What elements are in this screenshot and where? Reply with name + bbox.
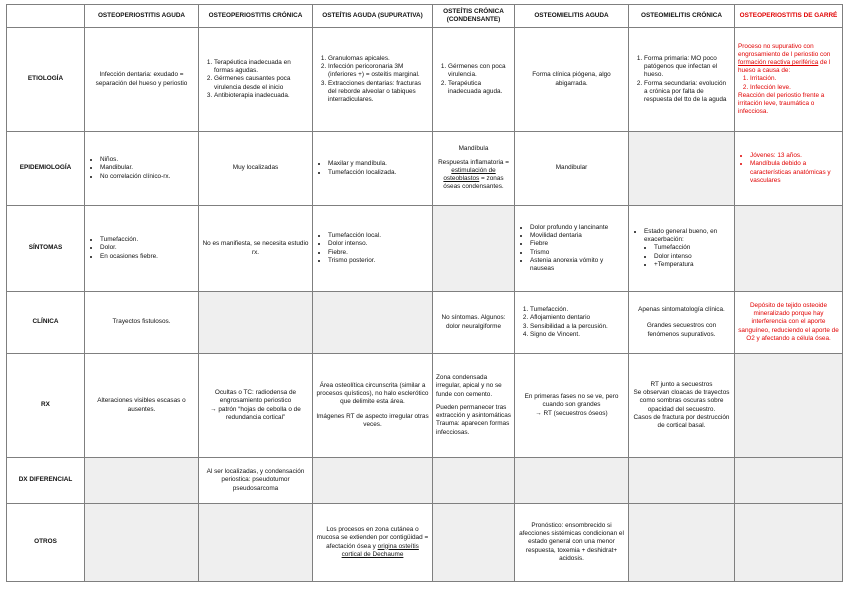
list-item: • Trismo posterior.: [328, 257, 429, 265]
list-item: • Tumefacción local.: [328, 232, 429, 240]
list-item: [644, 228, 731, 269]
list-item: 3. Extracciones dentarias: fracturas del reborde alveolar o tabiques interradiculares.: [328, 80, 429, 105]
comparison-table: [6, 4, 843, 582]
header-osteitis-aguda: OSTEÍTIS AGUDA (SUPURATIVA): [313, 5, 433, 28]
text-line: Zona condensada irregular, apical y no se funde con cemento.: [436, 374, 502, 398]
header-osteomielitis-cronica: OSTEOMIELITIS CRÓNICA: [629, 5, 735, 28]
dx-c5: [515, 458, 629, 504]
rx-c6: [629, 354, 735, 458]
etiologia-c4: [433, 28, 515, 132]
text-line: Apenas sintomatología clínica.: [638, 306, 725, 314]
text-segment: Los procesos en zona cutánea o mucosa se extienden por contigüidad = afectación ósea y: [316, 526, 429, 550]
row-rx: [7, 354, 843, 458]
list-item: • Trismo: [530, 249, 625, 257]
garre-intro: [738, 43, 830, 75]
list-item: • No correlación clínico-rx.: [100, 173, 195, 181]
text-line: Mandíbula: [458, 145, 489, 153]
header-osteoperiostitis-cronica: OSTEOPERIOSTITIS CRÓNICA: [199, 5, 313, 28]
text-segment: Respuesta inflamatoria =: [438, 158, 509, 166]
list-item: • Tumefacción localizada.: [328, 169, 429, 177]
row-label-rx: RX: [7, 354, 85, 458]
row-etiologia: [7, 28, 843, 132]
sintomas-c3: [313, 206, 433, 292]
rx-c1: Alteraciones visibles escasas o ausentes.: [85, 354, 199, 458]
text-line: → patrón “hojas de cebolla o de redundancia cortical”: [210, 405, 301, 421]
row-dx-diferencial: [7, 458, 843, 504]
header-corner: [7, 5, 85, 28]
etiologia-c3: [313, 28, 433, 132]
text-segment: de l hueso a causa de:: [738, 58, 831, 75]
otros-c6: [629, 504, 735, 582]
dx-c2: Al ser localizadas, y condensación periostica: pseudotumor pseudosarcoma: [199, 458, 313, 504]
header-osteomielitis-aguda: OSTEOMIELITIS AGUDA: [515, 5, 629, 28]
row-label-etiologia: ETIOLOGÍA: [7, 28, 85, 132]
rx-c7: [735, 354, 843, 458]
clinica-c6: [629, 292, 735, 354]
list-item: • Dolor intenso: [654, 253, 731, 261]
row-label-clinica: CLÍNICA: [7, 292, 85, 354]
otros-c4: [433, 504, 515, 582]
underlined-text: formación reactiva periférica: [738, 58, 819, 66]
text-line: En primeras fases no se ve, pero cuando son grandes: [524, 393, 619, 409]
rx-c4: [433, 354, 515, 458]
etiologia-c1: Infección dentaria: exudado = separación del hueso y periostio: [85, 28, 199, 132]
list-item: 1. Forma primaria: MO poco patógenos que infectan el hueso.: [644, 55, 731, 80]
rx-c3: [313, 354, 433, 458]
list-item: • Mandíbula debido a características anatómicas y vasculares: [750, 160, 839, 185]
row-otros: [7, 504, 843, 582]
list-item: • Tumefacción.: [100, 236, 195, 244]
list-item: 1. Terapéutica inadecuada en formas agudas.: [214, 59, 309, 75]
list-item: 2. Infección leve.: [750, 84, 839, 92]
clinica-c3: [313, 292, 433, 354]
text-line: Casos de fractura por destrucción de cortical basal.: [633, 413, 730, 429]
rx-c5: [515, 354, 629, 458]
otros-c7: [735, 504, 843, 582]
text-segment: Estado general bueno, en exacerbación:: [644, 227, 718, 244]
underlined-text: osteoblastos: [443, 175, 480, 183]
row-label-sintomas: SÍNTOMAS: [7, 206, 85, 292]
clinica-c2: [199, 292, 313, 354]
list-item: • Dolor profundo y lancinante: [530, 224, 625, 232]
sintomas-c4: [433, 206, 515, 292]
header-osteitis-cronica: OSTEÍTIS CRÓNICA (CONDENSANTE): [433, 5, 515, 28]
sintomas-c7: [735, 206, 843, 292]
header-garre: OSTEOPERIOSTITIS DE GARRÉ: [735, 5, 843, 28]
list-item: • Dolor intenso.: [328, 240, 429, 248]
clinica-c5: [515, 292, 629, 354]
dx-c6: [629, 458, 735, 504]
rx-c2: [199, 354, 313, 458]
list-item: 2. Infección pericoronaria 3M (inferiores +) = osteítis marginal.: [328, 63, 429, 79]
header-row: [7, 5, 843, 28]
list-item: • Dolor.: [100, 244, 195, 252]
list-item: • Movilidad dentaria: [530, 232, 625, 240]
list-item: • Fiebre: [530, 240, 625, 248]
underlined-text: origina osteítis cortical de Dechaume: [341, 542, 419, 558]
list-item: 1. Tumefacción.: [530, 306, 625, 314]
list-item: 1. Irritación.: [750, 75, 839, 83]
epidemiologia-c6: [629, 132, 735, 206]
text-line: Pueden permanecer tras extracción y asintomáticas: [436, 403, 511, 420]
etiologia-c2: [199, 28, 313, 132]
text-segment: = zonas óseas condensantes.: [443, 175, 504, 191]
sintomas-c5: [515, 206, 629, 292]
sintomas-c6: [629, 206, 735, 292]
list-item: 2. Terapéutica inadecuada aguda.: [448, 80, 511, 96]
list-item: 1. Gérmenes con poca virulencia.: [448, 63, 511, 79]
list-item: 2. Forma secundaria: evolución a crónica por falta de respuesta del tto de la aguda: [644, 80, 731, 105]
text-line: Se observan cloacas de trayectos como sombras oscuras sobre opacidad del secuestro.: [633, 389, 730, 413]
text-segment: Proceso no supurativo con engrosamiento de l periostio con: [738, 42, 831, 58]
sintomas-c1: [85, 206, 199, 292]
text-line: → RT (secuestros óseos): [535, 409, 608, 417]
list-item: 3. Antibioterapia inadecuada.: [214, 92, 309, 100]
row-label-epidemiologia: EPIDEMIOLOGÍA: [7, 132, 85, 206]
otros-c1: [85, 504, 199, 582]
row-label-dx: DX DIFERENCIAL: [7, 458, 85, 504]
list-item: 1. Granulomas apicales.: [328, 55, 429, 63]
text-line: Imágenes RT de aspecto irregular otras veces.: [316, 412, 429, 428]
list-item: • Fiebre.: [328, 249, 429, 257]
sintomas-c2: No es manifiesta, se necesita estudio rx.: [199, 206, 313, 292]
list-item: • Maxilar y mandíbula.: [328, 160, 429, 168]
clinica-c1: Trayectos fistulosos.: [85, 292, 199, 354]
epidemiologia-c3: [313, 132, 433, 206]
list-item: • En ocasiones fiebre.: [100, 253, 195, 261]
list-item: 2. Gérmenes causantes poca virulencia desde el inicio: [214, 75, 309, 91]
header-osteoperiostitis-aguda: OSTEOPERIOSTITIS AGUDA: [85, 5, 199, 28]
dx-c7: [735, 458, 843, 504]
text-line: Trauma: aparecen formas infecciosas.: [436, 420, 510, 436]
comparison-sheet: [6, 4, 842, 582]
etiologia-c7: [735, 28, 843, 132]
row-label-otros: OTROS: [7, 504, 85, 582]
clinica-c7: Depósito de tejido osteoide mineralizado porque hay interferencia con el aporte sanguíneo, reduciendo el aporte de O2 y afectando a célula ósea.: [735, 292, 843, 354]
list-item: • Mandibular.: [100, 164, 195, 172]
clinica-c4: No síntomas. Algunos: dolor neuralgiforme: [433, 292, 515, 354]
list-item: • Tumefacción: [654, 244, 731, 252]
otros-c5: Pronóstico: ensombrecido si afecciones sistémicas condicionan el estado general con una menor respuesta, toxemia + deshidrat+ acidosis.: [515, 504, 629, 582]
dx-c1: [85, 458, 199, 504]
dx-c4: [433, 458, 515, 504]
text-line: Área osteolítica circunscrita (similar a procesos quísticos), no halo esclerótico que delimite esta área.: [316, 381, 429, 406]
list-item: • Niños.: [100, 156, 195, 164]
garre-outro: Reacción del periostio frente a irritación leve, traumática o infecciosa.: [738, 91, 825, 116]
epidemiologia-c4: [433, 132, 515, 206]
epidemiologia-c5: Mandibular: [515, 132, 629, 206]
spacer: [632, 314, 731, 322]
etiologia-c6: [629, 28, 735, 132]
epidemiologia-c2: Muy localizadas: [199, 132, 313, 206]
list-item: 4. Signo de Vincent.: [530, 331, 625, 339]
row-epidemiologia: [7, 132, 843, 206]
epidemiologia-c7: [735, 132, 843, 206]
epidemiologia-c1: [85, 132, 199, 206]
otros-c2: [199, 504, 313, 582]
etiologia-c5: Forma clínica piógena, algo abigarrada.: [515, 28, 629, 132]
underlined-text: estimulación de: [451, 166, 496, 174]
dx-c3: [313, 458, 433, 504]
otros-c3: [313, 504, 433, 582]
list-item: • +Temperatura: [654, 261, 731, 269]
text-line: Ocultas o TC: radiodensa de engrosamiento periostico: [214, 389, 297, 405]
list-item: 2. Aflojamiento dentario: [530, 314, 625, 322]
list-item: 3. Sensibilidad a la percusión.: [530, 323, 625, 331]
row-sintomas: [7, 206, 843, 292]
list-item: • Jóvenes: 13 años.: [750, 152, 839, 160]
list-item: • Astenia anorexia vómito y nauseas: [530, 257, 625, 273]
row-clinica: [7, 292, 843, 354]
text-line: Grandes secuestros con fenómenos supurativos.: [646, 322, 717, 338]
text-line: RT junto a secuestros: [650, 380, 713, 388]
